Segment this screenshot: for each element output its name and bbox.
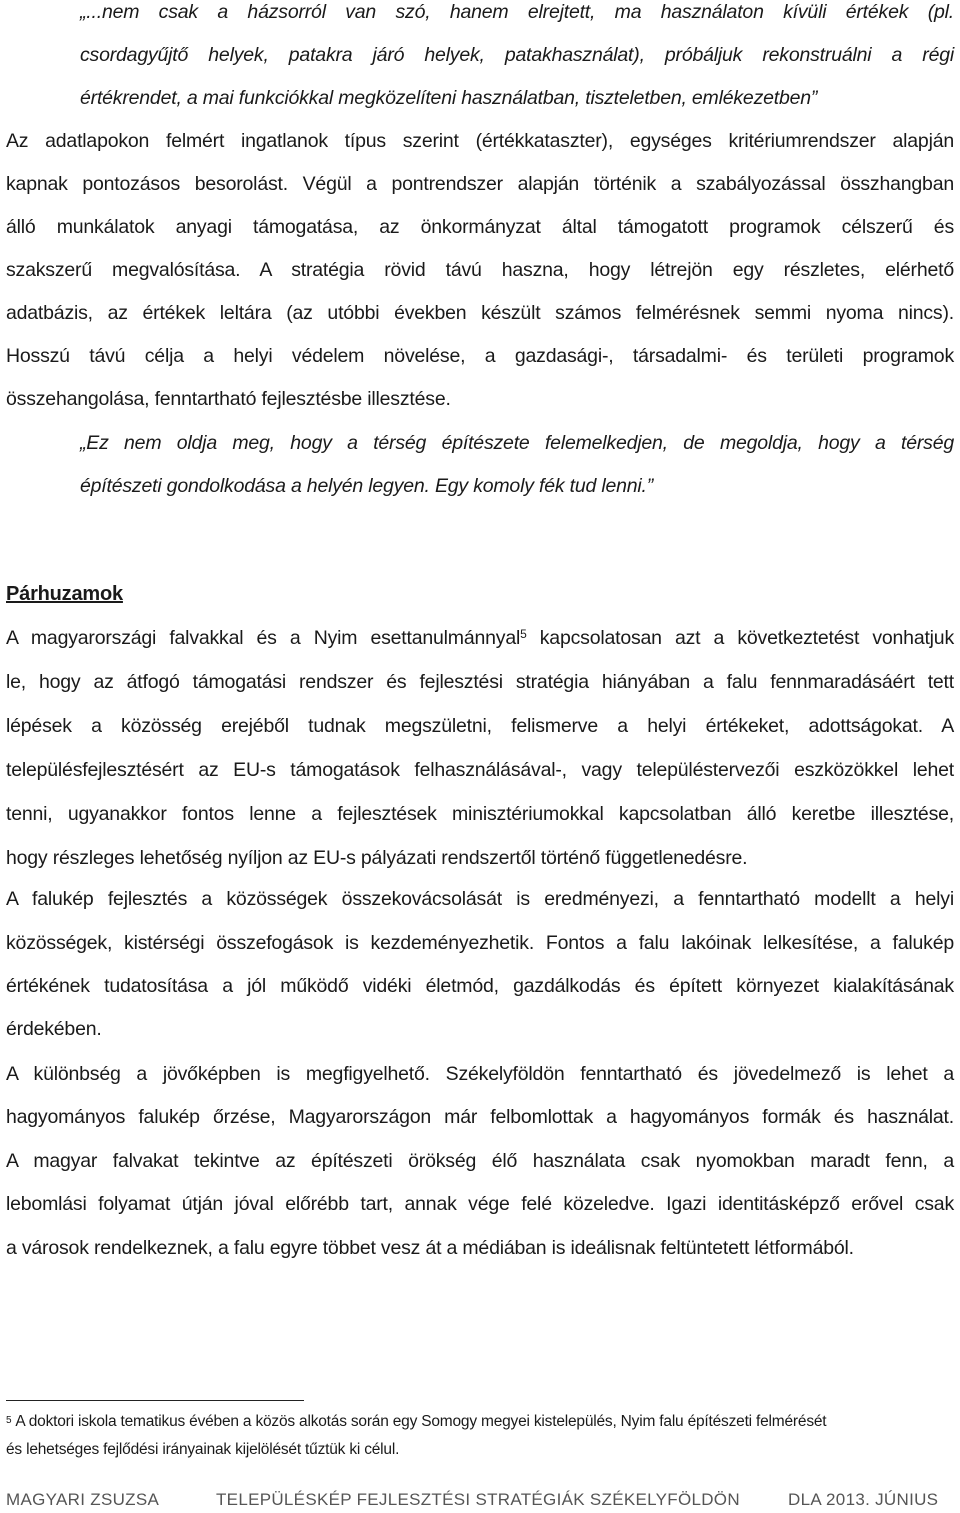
body-line: közösségek, kistérségi összefogások is kezdeményezhetik. Fontos a falu lakóinak lelkesítése, a falukép xyxy=(6,932,954,954)
body-line: Hosszú távú célja a helyi védelem növelése, a gazdasági-, társadalmi- és területi programok xyxy=(6,345,954,367)
body-line: lebomlási folyamat útján jóval előrébb tart, annak vége felé közeledve. Igazi identitásképző erővel csak xyxy=(6,1193,954,1215)
body-line: le, hogy az átfogó támogatási rendszer és fejlesztési stratégia hiányában a falu fennmaradásáért tett xyxy=(6,671,954,693)
body-line: A magyar falvakat tekintve az építészeti örökség élő használata csak nyomokban maradt fenn, a xyxy=(6,1150,954,1172)
body-line: hogy részleges lehetőség nyíljon az EU-s pályázati rendszertől történő függetlenedésre. xyxy=(6,847,748,869)
footnote-line xyxy=(6,1412,826,1434)
body-line: A különbség a jövőképben is megfigyelhető. Székelyföldön fenntartható és jövedelmező is lehet a xyxy=(6,1063,954,1085)
body-line: tenni, ugyanakkor fontos lenne a fejlesztések minisztériumokkal kapcsolatban álló keretbe illesztése, xyxy=(6,803,954,825)
body-line: településfejlesztésért az EU-s támogatások felhasználásával-, vagy településtervezői eszközökkel lehet xyxy=(6,759,954,781)
section-heading: Párhuzamok xyxy=(6,583,123,605)
body-line: összehangolása, fenntartható fejlesztésbe illesztése. xyxy=(6,388,451,410)
body-text: kapcsolatosan azt a következtetést vonhatjuk xyxy=(526,627,955,649)
body-line: hagyományos falukép őrzése, Magyarországon már felbomlottak a hagyományos formák és használat. xyxy=(6,1106,954,1128)
quote-line: építészeti gondolkodása a helyén legyen. Egy komoly fék tud lenni.” xyxy=(80,475,654,497)
body-text: A magyarországi falvakkal és a Nyim esettanulmánnyal xyxy=(6,627,521,649)
quote-line: „Ez nem oldja meg, hogy a térség építészete felemelkedjen, de megoldja, hogy a térség xyxy=(80,432,954,454)
body-line: Az adatlapokon felmért ingatlanok típus szerint (értékkataszter), egységes kritériumrendszer alapján xyxy=(6,130,954,152)
footnote-text: A doktori iskola tematikus évében a közös alkotás során egy Somogy megyei kistelepülés, Nyim falu építészeti felmérését xyxy=(15,1413,827,1430)
footnote-number: 5 xyxy=(6,1415,12,1426)
quote-line: értékrendet, a mai funkciókkal megközelíteni használatban, tiszteletben, emlékezetben” xyxy=(80,87,818,109)
body-line xyxy=(6,626,954,650)
body-line: lépések a közösség erejéből tudnak megszületni, felismerve a helyi értékeket, adottságokat. A xyxy=(6,715,954,737)
body-line: a városok rendelkeznek, a falu egyre többet vesz át a médiában is ideálisnak feltüntetett létformából. xyxy=(6,1237,854,1259)
footnote-ref: 5 xyxy=(520,627,527,641)
body-line: adatbázis, az értékek leltára (az utóbbi években készült számos felmérésnek semmi nyoma nincs). xyxy=(6,302,954,324)
quote-line: „...nem csak a házsorról van szó, hanem elrejtett, ma használaton kívüli értékek (pl. xyxy=(80,1,954,23)
footnote-line: és lehetséges fejlődési irányainak kijelölését tűztük ki célul. xyxy=(6,1441,400,1458)
footer-author: MAGYARI ZSUZSA xyxy=(6,1490,160,1509)
quote-line: csordagyűjtő helyek, patakra járó helyek, patakhasználat), próbáljuk rekonstruálni a régi xyxy=(80,44,954,66)
body-line: érdekében. xyxy=(6,1018,102,1040)
body-line: szakszerű megvalósítása. A stratégia rövid távú haszna, hogy létrejön egy részletes, elérhető xyxy=(6,259,954,281)
footnote-separator xyxy=(6,1400,304,1401)
body-line: kapnak pontozásos besorolást. Végül a pontrendszer alapján történik a szabályozással összhangban xyxy=(6,173,954,195)
footer-date: DLA 2013. JÚNIUS xyxy=(788,1490,939,1509)
body-line: A falukép fejlesztés a közösségek összekovácsolását is eredményezi, a fenntartható modellt a helyi xyxy=(6,888,954,910)
body-line: álló munkálatok anyagi támogatása, az önkormányzat által támogatott programok célszerű és xyxy=(6,216,954,238)
footer-title: TELEPÜLÉSKÉP FEJLESZTÉSI STRATÉGIÁK SZÉKELYFÖLDÖN xyxy=(216,1490,740,1509)
body-line: értékének tudatosítása a jól működő vidéki életmód, gazdálkodás és épített környezet kialakításának xyxy=(6,975,954,997)
